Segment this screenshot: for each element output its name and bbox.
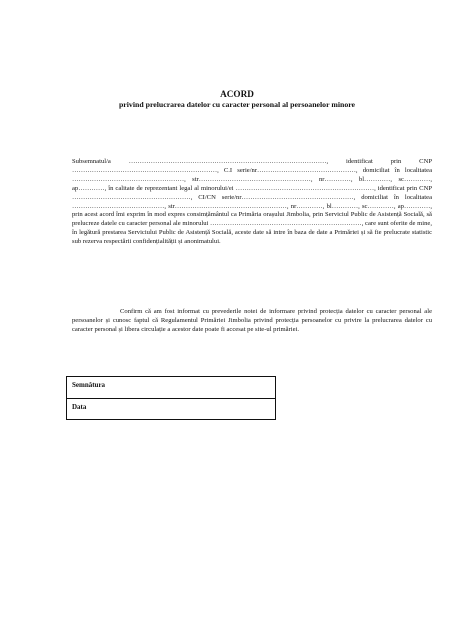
consent-paragraph: Subsemnatul/a ………………………………………………………………………………, identificat prin CNP …………………………………………………………, C.I serie/nr………………………………………, domiciliat în localitatea ……………………………………………, str……………………………………………, nr…………, bl…………, sc…………, ap…………, în calitate de reprezentant legal al minorului/ei ………………………………………………………, identificat prin CNP ………………………………………………, CI/CN serie/nr……………………………………………, domiciliat în localitatea ……………………………………, str……………………………………………, nr…………, bl…………, sc…………, ap…………, prin acest acord îmi exprim în mod expres consimțământul ca Primăria orașului Jimbolia, prin Serviciul Public de Asistență Socială, să prelucreze datele cu caracter personal ale minorului ……………………………………………………………, care sunt oferite de mine, în legătură prestarea Serviciului Public de Asistență Socială, aceste date să intre în baza de date a Primăriei și să fie prelucrate statistic sub rezerva respectării confidențialității și anonimatului. — [72, 158, 432, 246]
document-subtitle: privind prelucrarea datelor cu caracter personal al persoanelor minore — [118, 100, 356, 109]
document-title: ACORD — [220, 89, 254, 99]
signature-label: Semnătura — [72, 381, 106, 389]
date-label: Data — [72, 403, 87, 411]
date-row — [67, 399, 275, 420]
signature-table — [66, 376, 276, 420]
signature-row — [67, 377, 275, 399]
confirmation-paragraph: Confirm că am fost informat cu prevederile notei de informare privind protecția datelor cu caracter personal ale persoanelor și cunosc faptul că Regulamentul Primăriei Jimbolia privind protecția persoanelor cu privire la prelucrarea datelor cu caracter personal și libera circulație a acestor date poate fi accesat pe site-ul primăriei. — [72, 308, 432, 333]
